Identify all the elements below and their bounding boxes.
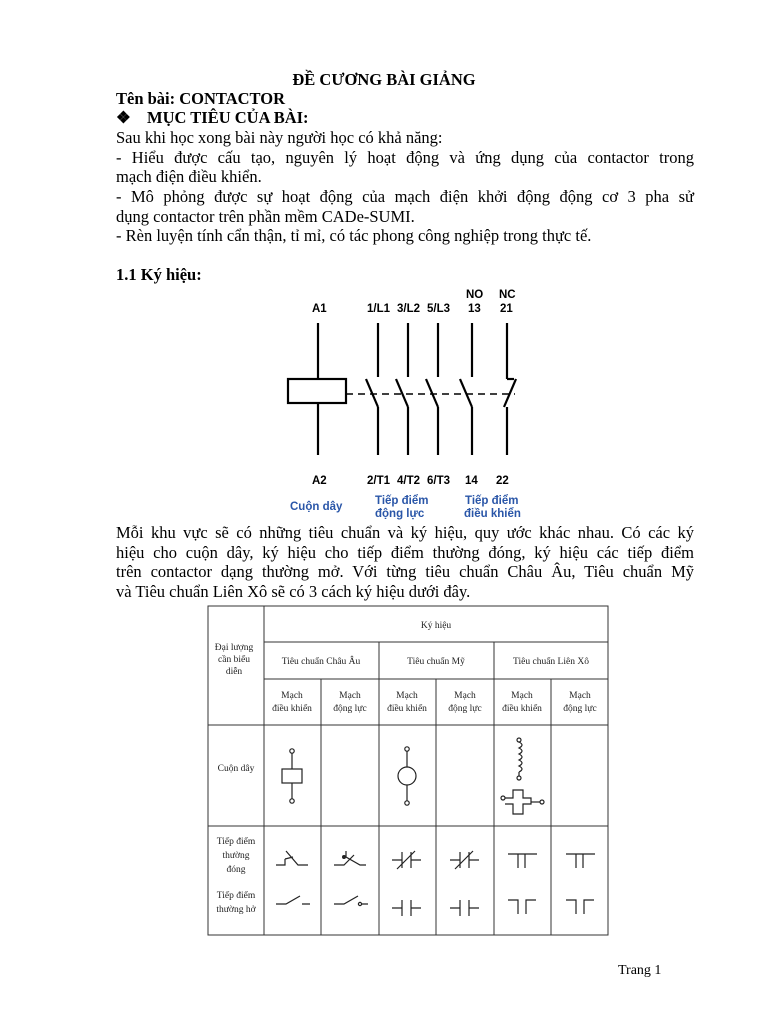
row-label-nc-1: Tiếp điểm bbox=[216, 837, 256, 847]
lesson-name: Tên bài: CONTACTOR bbox=[116, 89, 285, 108]
label-14: 14 bbox=[465, 475, 478, 487]
paragraph-line-4: và Tiêu chuẩn Liên Xô sẽ có 3 cách ký hiệu dưới đây. bbox=[116, 582, 471, 601]
section-heading: 1.1 Ký hiệu: bbox=[116, 265, 202, 284]
soviet-no-control-contact-icon bbox=[508, 900, 536, 914]
eu-no-power-contact-icon bbox=[334, 896, 368, 906]
sub-power-su-1: Mạch bbox=[569, 691, 591, 701]
label-no: NO bbox=[466, 289, 484, 301]
caption-power-line1: Tiếp điểm bbox=[375, 495, 429, 507]
symbol-comparison-table bbox=[206, 604, 610, 938]
caption-coil: Cuộn dây bbox=[290, 501, 343, 513]
contactor-lines bbox=[288, 323, 516, 455]
label-3l2: 3/L2 bbox=[397, 303, 421, 315]
eu-coil-symbol-icon bbox=[282, 749, 302, 803]
label-4t2: 4/T2 bbox=[397, 475, 421, 487]
label-a1: A1 bbox=[312, 303, 327, 315]
sub-control-us-1: Mạch bbox=[396, 691, 418, 701]
objectives-heading-text: MỤC TIÊU CỦA BÀI: bbox=[147, 108, 309, 127]
eu-nc-control-contact-icon bbox=[276, 851, 308, 865]
row-label-coil: Cuộn dây bbox=[217, 764, 255, 774]
objective-line-intro: Sau khi học xong bài này người học có khả năng: bbox=[116, 128, 443, 147]
label-a2: A2 bbox=[312, 475, 327, 487]
sub-control-eu-2: điều khiển bbox=[272, 704, 312, 714]
sub-power-eu-1: Mạch bbox=[339, 691, 361, 701]
row-header-line2: cần biểu bbox=[218, 655, 250, 665]
caption-control-line2: điều khiển bbox=[464, 508, 521, 520]
row-label-nc-2: thường bbox=[222, 851, 250, 861]
caption-power-line2: động lực bbox=[375, 508, 425, 520]
sub-power-us-1: Mạch bbox=[454, 691, 476, 701]
diamond-bullet-icon: ❖ bbox=[116, 108, 131, 127]
paragraph-line-2: hiệu cho cuộn dây, ký hiệu cho tiếp điểm thường đóng, ký hiệu các tiếp điểm bbox=[116, 543, 694, 562]
eu-nc-power-contact-icon bbox=[334, 851, 366, 865]
objectives-heading bbox=[116, 108, 694, 127]
label-21: 21 bbox=[500, 303, 513, 315]
page-number: Trang 1 bbox=[618, 963, 662, 978]
sub-power-su-2: động lực bbox=[563, 704, 597, 714]
standard-europe: Tiêu chuẩn Châu Âu bbox=[281, 657, 361, 667]
sub-control-su-1: Mạch bbox=[511, 691, 533, 701]
us-nc-power-contact-icon bbox=[450, 851, 479, 869]
row-header-line1: Đại lượng bbox=[214, 643, 254, 653]
eu-no-control-contact-icon bbox=[276, 896, 310, 904]
sub-control-eu-1: Mạch bbox=[281, 691, 303, 701]
us-coil-symbol-icon bbox=[398, 747, 416, 805]
paragraph-line-1: Mỗi khu vực sẽ có những tiêu chuẩn và ký hiệu, quy ước khác nhau. Có các ký bbox=[116, 523, 694, 542]
objective-line-1a: - Hiểu được cấu tạo, nguyên lý hoạt động và ứng dụng của contactor trong bbox=[116, 148, 694, 167]
row-label-no-2: thường hở bbox=[216, 905, 256, 915]
group-header: Ký hiệu bbox=[420, 621, 452, 631]
objective-line-1b: mạch điện điều khiển. bbox=[116, 167, 262, 186]
us-no-power-contact-icon bbox=[450, 900, 479, 916]
label-22: 22 bbox=[496, 475, 509, 487]
contactor-symbol-diagram bbox=[270, 283, 570, 523]
label-13: 13 bbox=[468, 303, 481, 315]
objective-line-3: - Rèn luyện tính cẩn thận, tỉ mỉ, có tác phong công nghiệp trong thực tế. bbox=[116, 226, 592, 245]
label-1l1: 1/L1 bbox=[367, 303, 391, 315]
objective-line-2a: - Mô phỏng được sự hoạt động của mạch điện khởi động động cơ 3 pha sử bbox=[116, 187, 694, 206]
soviet-nc-power-contact-icon bbox=[566, 854, 595, 868]
soviet-no-power-contact-icon bbox=[566, 900, 594, 914]
standard-soviet: Tiêu chuẩn Liên Xô bbox=[513, 657, 589, 667]
row-label-no-1: Tiếp điểm bbox=[216, 891, 256, 901]
soviet-coil-symbol-icon bbox=[517, 738, 522, 780]
label-5l3: 5/L3 bbox=[427, 303, 451, 315]
soviet-nc-control-contact-icon bbox=[508, 854, 537, 868]
us-nc-control-contact-icon bbox=[392, 851, 421, 869]
paragraph-line-3: trên contactor dạng thường mở. Với từng tiêu chuẩn Châu Âu, Tiêu chuẩn Mỹ bbox=[116, 562, 694, 581]
row-label-nc-3: đóng bbox=[226, 865, 246, 875]
us-no-control-contact-icon bbox=[392, 900, 421, 916]
caption-control-line1: Tiếp điểm bbox=[465, 495, 519, 507]
standard-us: Tiêu chuẩn Mỹ bbox=[407, 657, 465, 667]
sub-power-us-2: động lực bbox=[448, 704, 482, 714]
row-header-line3: diễn bbox=[225, 667, 243, 677]
label-2t1: 2/T1 bbox=[367, 475, 391, 487]
label-nc: NC bbox=[499, 289, 516, 301]
sub-power-eu-2: động lực bbox=[333, 704, 367, 714]
soviet-relay-symbol-icon bbox=[501, 790, 544, 814]
sub-control-su-2: điều khiển bbox=[502, 704, 542, 714]
objective-line-2b: dụng contactor trên phần mềm CADe-SUMI. bbox=[116, 207, 415, 226]
sub-control-us-2: điều khiển bbox=[387, 704, 427, 714]
document-title: ĐỀ CƯƠNG BÀI GIẢNG bbox=[292, 70, 476, 89]
label-6t3: 6/T3 bbox=[427, 475, 451, 487]
